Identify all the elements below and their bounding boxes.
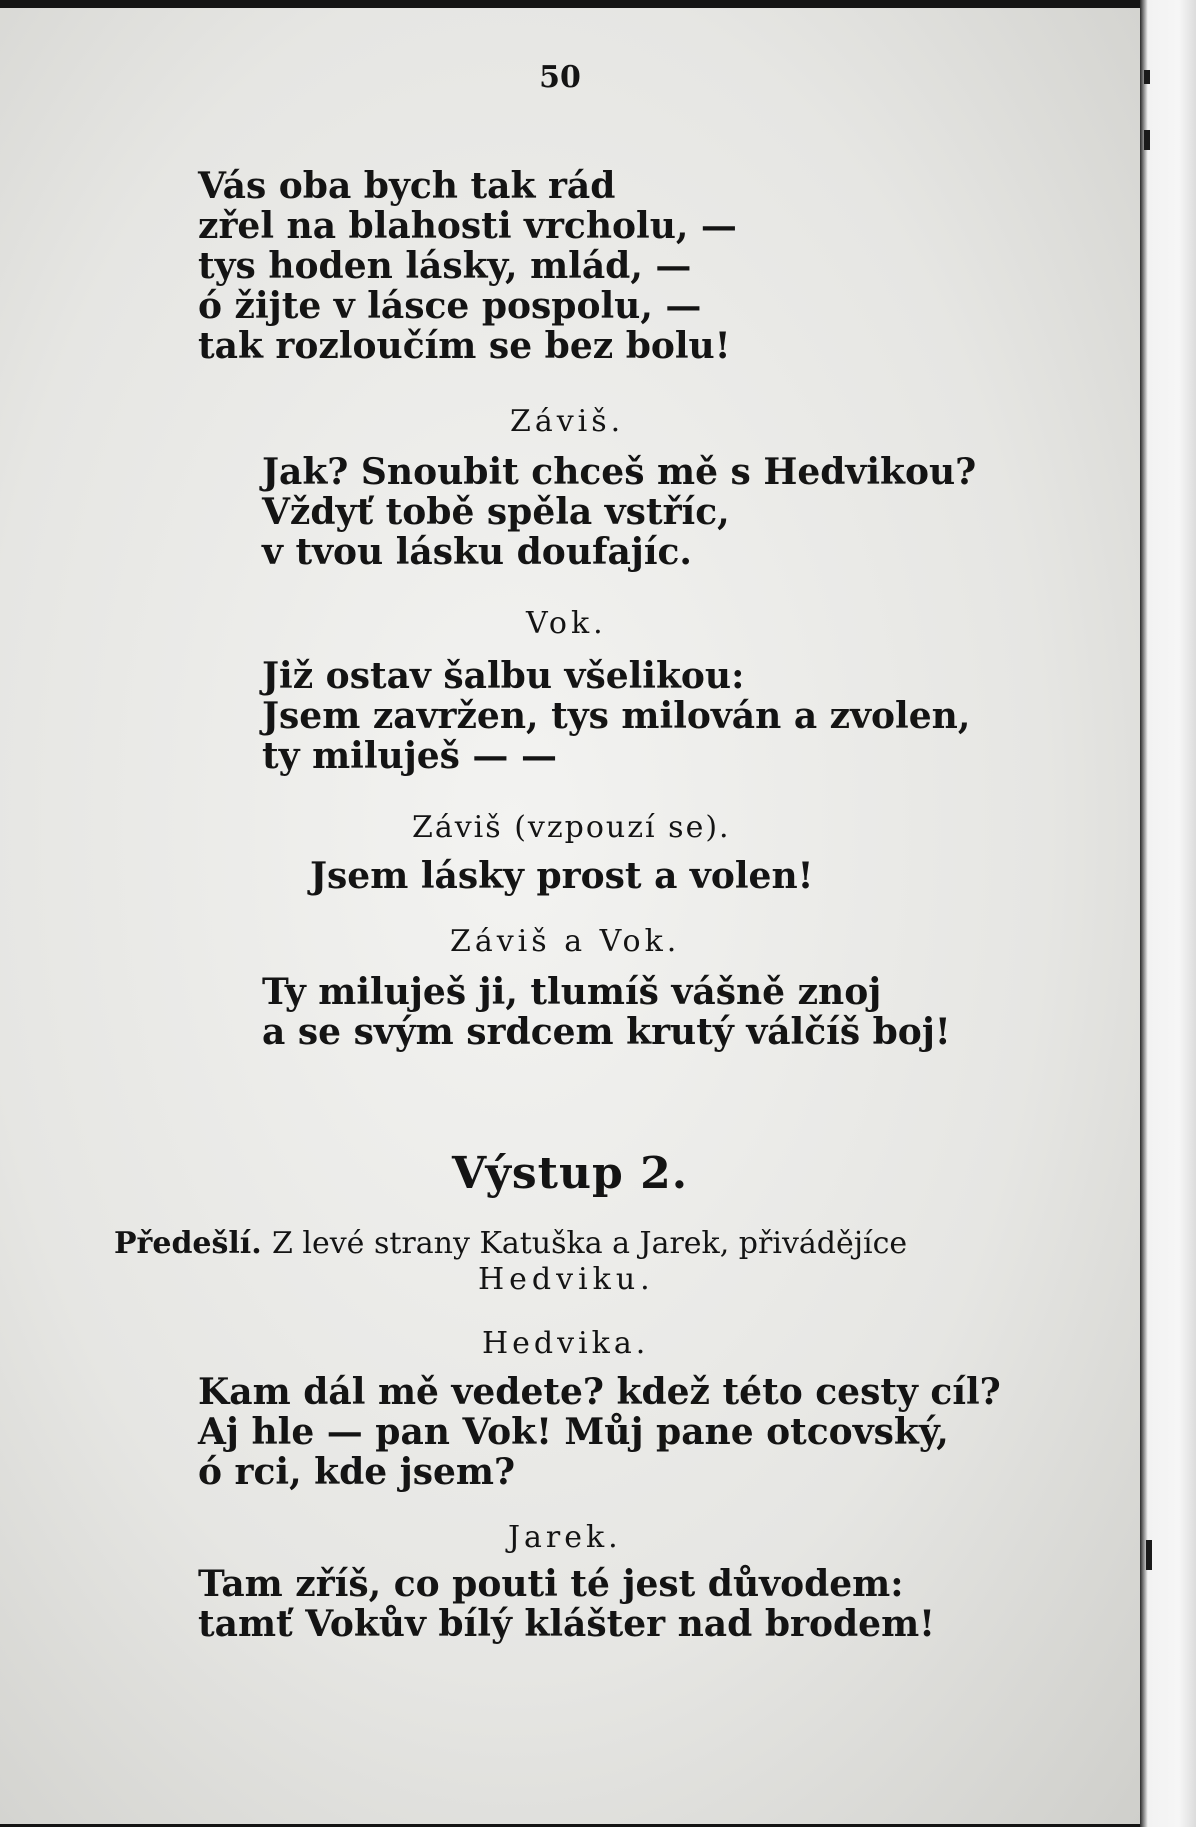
verse-block-2 (262, 452, 976, 572)
verse-line: Jak? Snoubit chceš mě s Hedvikou? (262, 451, 977, 493)
verse-line: zřel na blahosti vrcholu, — (198, 205, 737, 247)
verse-block-4 (310, 856, 813, 896)
page-number: 50 (539, 60, 581, 95)
verse-line: v tvou lásku doufajíc. (262, 531, 692, 573)
verse-line: tamť Vokův bílý klášter nad brodem! (198, 1603, 935, 1645)
book-page (0, 8, 1140, 1824)
verse-line: ó rci, kde jsem? (198, 1451, 516, 1493)
verse-line: Aj hle — pan Vok! Můj pane otcovský, (198, 1411, 949, 1453)
speaker-name: Záviš (vzpouzí se). (412, 810, 731, 845)
verse-line: a se svým srdcem krutý válčíš boj! (262, 1011, 951, 1053)
verse-block-6 (198, 1372, 1001, 1492)
verse-block-1 (198, 166, 737, 366)
verse-line: Jsem lásky prost a volen! (310, 855, 814, 897)
edge-mark (1146, 1540, 1152, 1570)
speaker-name: Hedvika. (482, 1326, 650, 1361)
verse-line: tys hoden lásky, mlád, — (198, 245, 692, 287)
scene-heading: Výstup 2. (451, 1148, 689, 1199)
verse-line: Jsem zavržen, tys milován a zvolen, (262, 695, 971, 737)
speaker-name: Záviš. (510, 404, 625, 439)
verse-block-5 (262, 972, 951, 1052)
stage-direction-label: Předešlí. (114, 1226, 262, 1261)
verse-line: tak rozloučím se bez bolu! (198, 325, 731, 367)
stage-direction-text: Hedviku. (478, 1262, 655, 1297)
stage-direction-text: Z levé strany Katuška a Jarek, přivádějíce (272, 1226, 908, 1261)
verse-line: ty miluješ — — (262, 735, 557, 777)
speaker-name: Vok. (526, 606, 607, 641)
verse-line: Již ostav šalbu všelikou: (262, 655, 745, 697)
speaker-name: Jarek. (508, 1520, 622, 1555)
edge-mark (1144, 130, 1150, 150)
verse-line: Ty miluješ ji, tlumíš vášně znoj (262, 971, 882, 1013)
speaker-name: Záviš a Vok. (450, 924, 681, 959)
verse-block-7 (198, 1564, 935, 1644)
verse-line: Vždyť tobě spěla vstříc, (262, 491, 730, 533)
verse-line: ó žijte v lásce pospolu, — (198, 285, 702, 327)
verse-line: Vás oba bych tak rád (198, 165, 616, 207)
edge-mark (1144, 70, 1150, 84)
verse-block-3 (262, 656, 970, 776)
verse-line: Kam dál mě vedete? kdež této cesty cíl? (198, 1371, 1001, 1413)
verse-line: Tam zříš, co pouti té jest důvodem: (198, 1563, 904, 1605)
